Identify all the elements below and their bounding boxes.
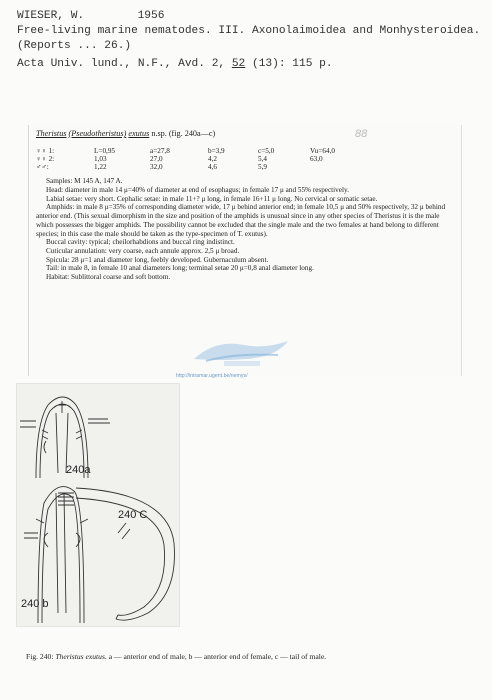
measurement-label: ♀♀ 2: — [36, 154, 55, 163]
description-paragraphs — [36, 177, 456, 281]
nemys-logo-watermark — [186, 331, 296, 371]
figure-label-b: 240 b — [21, 598, 49, 610]
figure-label-a: 240a — [66, 464, 91, 476]
header-title-line: Free-living marine nematodes. III. Axonolaimoidea and Monhysteroidea. — [17, 25, 481, 37]
catalog-header — [17, 9, 487, 72]
description-paragraph: Cuticular annulation: very coarse, each annule approx. 2,5 μ broad. — [46, 246, 240, 255]
measurement-c: 5,4 — [258, 154, 267, 163]
title-species: exutus — [128, 129, 150, 138]
measurement-label: ♂♂: — [36, 163, 49, 172]
header-year: 1956 — [137, 10, 165, 22]
pencil-note: 88 — [355, 128, 368, 140]
measurements-table — [36, 147, 362, 172]
watermark-url: http://intramar.ugent.be/nemys/ — [176, 373, 248, 379]
measurement-L: 1,03 — [94, 154, 107, 163]
title-genus: Theristus — [36, 129, 67, 138]
description-paragraph: Samples: M 145 A, 147 A. — [46, 177, 123, 186]
measurement-L: L=0,95 — [94, 146, 116, 155]
measurement-a: 27,0 — [150, 154, 163, 163]
measurement-a: a=27,8 — [150, 146, 170, 155]
nematode-figure — [18, 383, 188, 628]
measurement-c: c=5,0 — [258, 146, 275, 155]
measurement-b: 4,2 — [208, 154, 217, 163]
figure-a-male-head — [20, 397, 110, 478]
description-paragraph: Amphids: in male 8 μ=35% of corresponding diameter wide, 17 μ behind anterior end; in female 10,5 μ and 50% respectively, 32 μ behind anterior end. (This sexual dimorphism in the size and position of the amphids is unusual since in any other species of Theristus it is the male which possesses the bigger amphids. The possibility cannot be excluded that the single male and the two females at hand belong to different species; in this case the male should be taken as the type-specimen of T. exutus). — [36, 203, 446, 238]
caption-rest: . a — anterior end of male, b — anterior end of female, c — tail of male. — [104, 652, 327, 661]
citation-volume: 52 — [231, 58, 246, 70]
description-paragraph: Habitat: Sublittoral coarse and soft bottom. — [46, 273, 171, 282]
description-paragraph: Labial setae: very short. Cephalic setae: in male 11+? μ long, in female 16+11 μ long. No cervical or somatic setae. — [46, 194, 378, 203]
header-author-line — [17, 9, 487, 24]
citation-suffix: (13): 115 p. — [252, 58, 333, 70]
header-citation-line — [17, 57, 487, 72]
measurement-row — [36, 155, 362, 163]
species-title — [36, 130, 456, 139]
description-paragraph: Head: diameter in male 14 μ=40% of diameter at end of esophagus; in female 17 μ and 55% respectively. — [46, 186, 349, 195]
description-paragraph: Spicula: 28 μ=1 anal diameter long, feebly developed. Gubernaculum absent. — [46, 255, 269, 264]
measurement-c: 5,9 — [258, 163, 267, 172]
measurement-vu — [310, 163, 362, 171]
header-reports-line: (Reports ... 26.) — [17, 40, 132, 52]
description-paragraph: Tail: in male 8, in female 10 anal diameters long; terminal setae 20 μ=0,8 anal diameter long. — [46, 264, 314, 273]
citation-prefix: Acta Univ. lund., N.F., Avd. 2, — [17, 58, 226, 70]
species-description — [36, 130, 456, 282]
title-subgenus: (Pseudotheristus) — [68, 129, 127, 138]
measurement-row — [36, 147, 362, 155]
header-author: WIESER, W. — [17, 10, 85, 22]
title-rest: n.sp. (fig. 240a—c) — [149, 129, 216, 138]
measurement-vu: 63,0 — [310, 154, 323, 163]
measurement-b: 4,6 — [208, 163, 217, 172]
measurement-L: 1,22 — [94, 163, 107, 172]
description-paragraph: Buccal cavity: typical; cheilorhabdions and buccal ring indistinct. — [46, 238, 235, 247]
measurement-b: b=3,9 — [208, 146, 225, 155]
caption-prefix: Fig. 240: — [26, 652, 56, 661]
measurement-a: 32,0 — [150, 163, 163, 172]
figure-label-c: 240 C — [118, 509, 148, 521]
figure-caption — [26, 651, 466, 662]
caption-species: Theristus exutus — [55, 652, 105, 661]
measurement-label: ♀♀ 1: — [36, 146, 55, 155]
measurement-row — [36, 163, 362, 171]
measurement-vu: Vu=64,0 — [310, 146, 335, 155]
